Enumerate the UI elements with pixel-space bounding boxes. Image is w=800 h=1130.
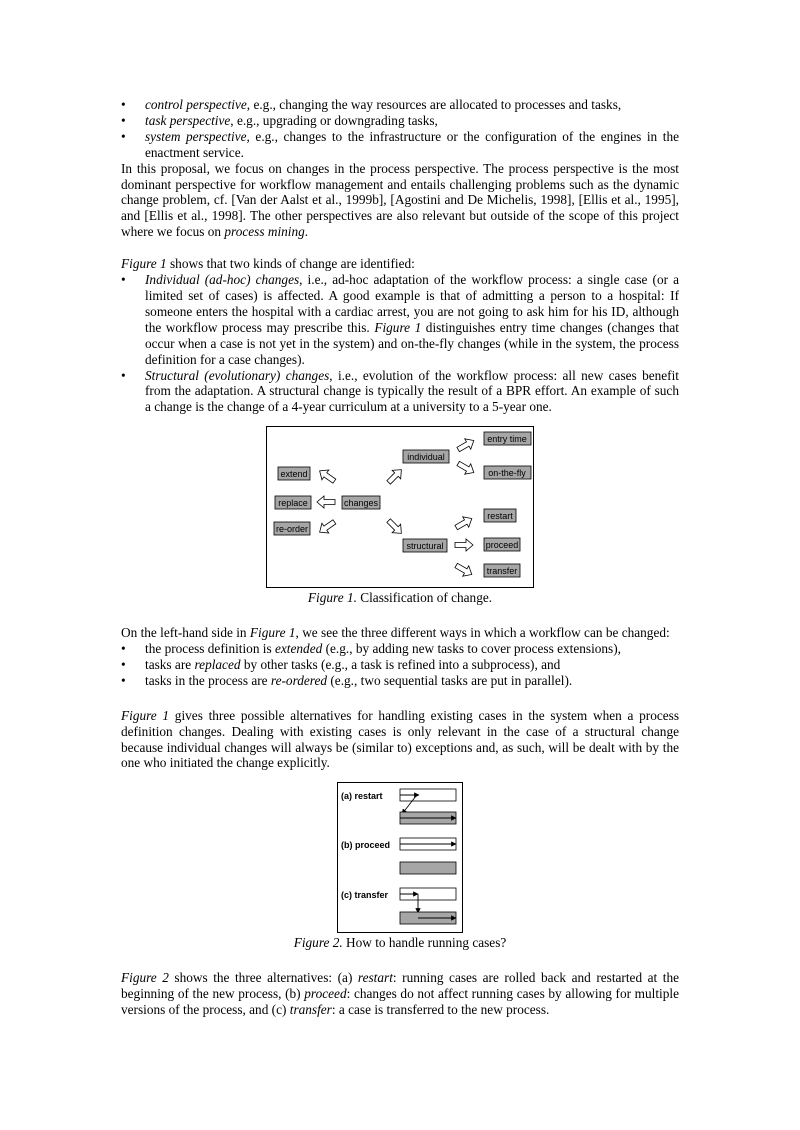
box-restart — [484, 509, 516, 522]
box-reorder — [274, 522, 310, 535]
paragraph-kinds-of-change: Figure 1 shows that two kinds of change are identified: — [121, 256, 415, 272]
list-item: • Structural (evolutionary) changes, i.e., evolution of the workflow process: all new cases benefit from the adaptation. A structural change is typically the result of a BPR effort. An example of such a change is the change of a 4-year curriculum at a university to a 5-year one. — [121, 368, 679, 416]
list-item: • tasks are replaced by other tasks (e.g., a task is refined into a subprocess), and — [121, 657, 679, 673]
paragraph-left-hand-side: On the left-hand side in Figure 1, we see the three different ways in which a workflow can be changed: — [121, 625, 670, 641]
box-extend — [278, 467, 310, 480]
figure-2 — [121, 782, 679, 933]
list-item: • tasks in the process are re-ordered (e.g., two sequential tasks are put in parallel). — [121, 673, 679, 689]
svg-text:extend: extend — [280, 469, 308, 480]
figure-1 — [121, 426, 679, 588]
box-on-the-fly — [484, 466, 531, 479]
paragraph-process-perspective: In this proposal, we focus on changes in the process perspective. The process perspective is the most dominant perspective for workflow management and entails challenging problems such as the dynamic change problem, cf. [Van der Aalst et al., 1999b], [Agostini and De Michelis, 1998], [Ellis et al., 1995], and [Ellis et al., 1998]. The other perspectives are also relevant but outside of the scope of this project where we focus on process mining. — [121, 160, 679, 240]
box-structural — [403, 539, 447, 552]
running-cases-diagram — [337, 782, 463, 933]
classification-diagram — [266, 426, 534, 588]
figure-2-caption: Figure 2. How to handle running cases? — [293, 935, 507, 951]
box-transfer — [484, 564, 520, 577]
box-proceed — [484, 538, 520, 551]
figure-1-caption: Figure 1. Classification of change. — [307, 590, 493, 606]
svg-text:replace: replace — [278, 498, 308, 509]
svg-text:transfer: transfer — [486, 566, 518, 577]
box-changes — [342, 496, 380, 509]
list-item: • the process definition is extended (e.g., by adding new tasks to cover process extensions), — [121, 641, 679, 657]
list-item: • system perspective, e.g., changes to the infrastructure or the configuration of the engines in the enactment service. — [121, 129, 679, 161]
box-individual — [403, 450, 449, 463]
svg-text:changes: changes — [343, 498, 379, 509]
box-replace — [275, 496, 311, 509]
svg-text:(c) transfer: (c) transfer — [341, 890, 389, 901]
paragraph-three-alternatives: Figure 2 shows the three alternatives: (a) restart: running cases are rolled back and restarted at the beginning of the new process, (b) proceed: changes do not affect running cases by allowing for multiple versions of the process, and (c) transfer: a case is transferred to the new process. — [121, 970, 680, 1018]
svg-text:entry time: entry time — [487, 434, 527, 445]
document-page — [121, 97, 679, 1018]
list-item: • control perspective, e.g., changing the way resources are allocated to processes and tasks, — [121, 97, 679, 113]
change-kinds-list — [121, 272, 679, 415]
paragraph-alternatives: Figure 1 gives three possible alternatives for handling existing cases in the system when a process definition changes. Dealing with existing cases is only relevant in the case of a structural change because individual changes will always be (similar to) exceptions and, as such, will be dealt with by the one who initiated the change explicitly. — [121, 707, 679, 771]
svg-text:re-order: re-order — [275, 524, 309, 535]
svg-text:on-the-fly: on-the-fly — [488, 468, 526, 479]
svg-text:individual: individual — [407, 452, 445, 463]
svg-text:(a) restart: (a) restart — [341, 791, 383, 802]
svg-text:proceed: proceed — [485, 540, 519, 551]
list-item: • Individual (ad-hoc) changes, i.e., ad-hoc adaptation of the workflow process: a single case (or a limited set of cases) is affected. A good example is that of admitting a person to a hospital: If someone enters the hospital with a cardiac arrest, you are not going to ask him for his ID, although the workflow process may prescribe this. Figure 1 distinguishes entry time changes (changes that occur when a case is not yet in the system) and on-the-fly changes (while in the system, the process definition for a case changes). — [121, 272, 679, 367]
box-entry-time — [484, 432, 531, 445]
svg-text:restart: restart — [487, 511, 513, 522]
svg-text:(b) proceed: (b) proceed — [341, 840, 391, 851]
svg-text:structural: structural — [406, 541, 444, 552]
list-item: • task perspective, e.g., upgrading or downgrading tasks, — [121, 113, 679, 129]
perspective-list — [121, 97, 679, 161]
change-ways-list — [121, 641, 679, 689]
